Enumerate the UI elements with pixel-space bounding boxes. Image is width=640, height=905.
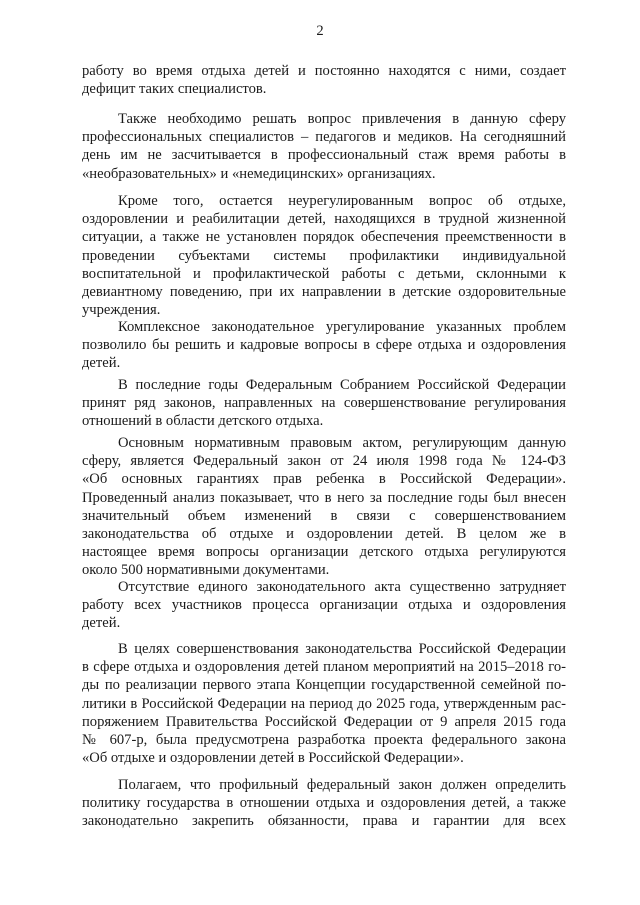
text-line: Кроме того, остается неурегулированным вопрос об отдыхе,: [118, 193, 566, 209]
text-line: «Об отдыхе и оздоровлении детей в Российской Федерации».: [82, 750, 464, 767]
text-line: проведении субъектами системы профилактики индивидуальной: [82, 247, 566, 264]
text-line: детей.: [82, 615, 121, 632]
text-line: «необразовательных» и «немедицинских» организациях.: [82, 165, 436, 182]
text-line: принят ряд законов, направленных на совершенствование регулирования: [82, 395, 566, 412]
text-line: законодательства об отдыхе и оздоровлении детей. В целом же в: [82, 526, 566, 542]
text-line: значительный объем изменений в связи с совершенствованием: [82, 507, 566, 524]
text-line: профессиональных специалистов – педагогов и медиков. На сегодняшний: [82, 129, 566, 146]
text-line: Комплексное законодательное урегулирование указанных проблем: [118, 319, 566, 335]
text-line: Основным нормативным правовым актом, регулирующим данную: [118, 435, 566, 451]
text-line: дефицит таких специалистов.: [82, 81, 267, 98]
text-line: литики в Российской Федерации на период до 2025 года, утвержденным рас-: [82, 695, 566, 712]
text-line: около 500 нормативными документами.: [82, 562, 330, 579]
text-line: день им не засчитывается в профессиональный стаж время работы в: [82, 147, 566, 164]
text-line: политику государства в отношении отдыха и оздоровления детей, а также: [82, 795, 566, 812]
page-number: 2: [316, 23, 324, 39]
text-line: девиантному поведению, при их направлении в детские оздоровительные: [82, 284, 566, 300]
text-line: Также необходимо решать вопрос привлечения в данную сферу: [118, 111, 566, 127]
text-line: № 607-р, была предусмотрена разработка проекта федерального закона: [82, 732, 566, 748]
text-line: в сфере отдыха и оздоровления детей планом мероприятий на 2015–2018 го-: [82, 659, 566, 676]
text-line: работу во время отдыха детей и постоянно находятся с ними, создает: [82, 63, 566, 79]
text-line: В целях совершенствования законодательства Российской Федерации: [118, 641, 566, 657]
text-line: законодательно закрепить обязанности, права и гарантии для всех: [82, 813, 566, 830]
text-line: поряжением Правительства Российской Федерации от 9 апреля 2015 года: [82, 713, 566, 730]
text-line: настоящее время вопросы организации детского отдыха регулируются: [82, 544, 566, 561]
text-line: ситуации, а также не установлен порядок обеспечения преемственности в: [82, 229, 566, 246]
text-line: ды по реализации первого этапа Концепции государственной семейной по-: [82, 677, 566, 694]
text-line: Отсутствие единого законодательного акта существенно затрудняет: [118, 579, 566, 595]
text-line: воспитательной и профилактической работы с детьми, склонными к: [82, 265, 566, 282]
text-line: отношений в области детского отдыха.: [82, 413, 324, 430]
text-line: Полагаем, что профильный федеральный закон должен определить: [118, 777, 566, 793]
text-line: сферу, является Федеральный закон от 24 июля 1998 года № 124-ФЗ: [82, 453, 566, 470]
text-line: позволило бы решить и кадровые вопросы в сфере отдыха и оздоровления: [82, 337, 566, 354]
text-line: детей.: [82, 355, 121, 372]
text-line: оздоровлении и реабилитации детей, находящихся в трудной жизненной: [82, 211, 566, 228]
text-line: Проведенный анализ показывает, что в него за последние годы был внесен: [82, 489, 566, 506]
text-line: «Об основных гарантиях прав ребенка в Российской Федерации».: [82, 471, 566, 488]
text-line: В последние годы Федеральным Собранием Российской Федерации: [118, 377, 566, 393]
text-line: учреждения.: [82, 302, 161, 319]
text-line: работу всех участников процесса организации отдыха и оздоровления: [82, 597, 566, 614]
